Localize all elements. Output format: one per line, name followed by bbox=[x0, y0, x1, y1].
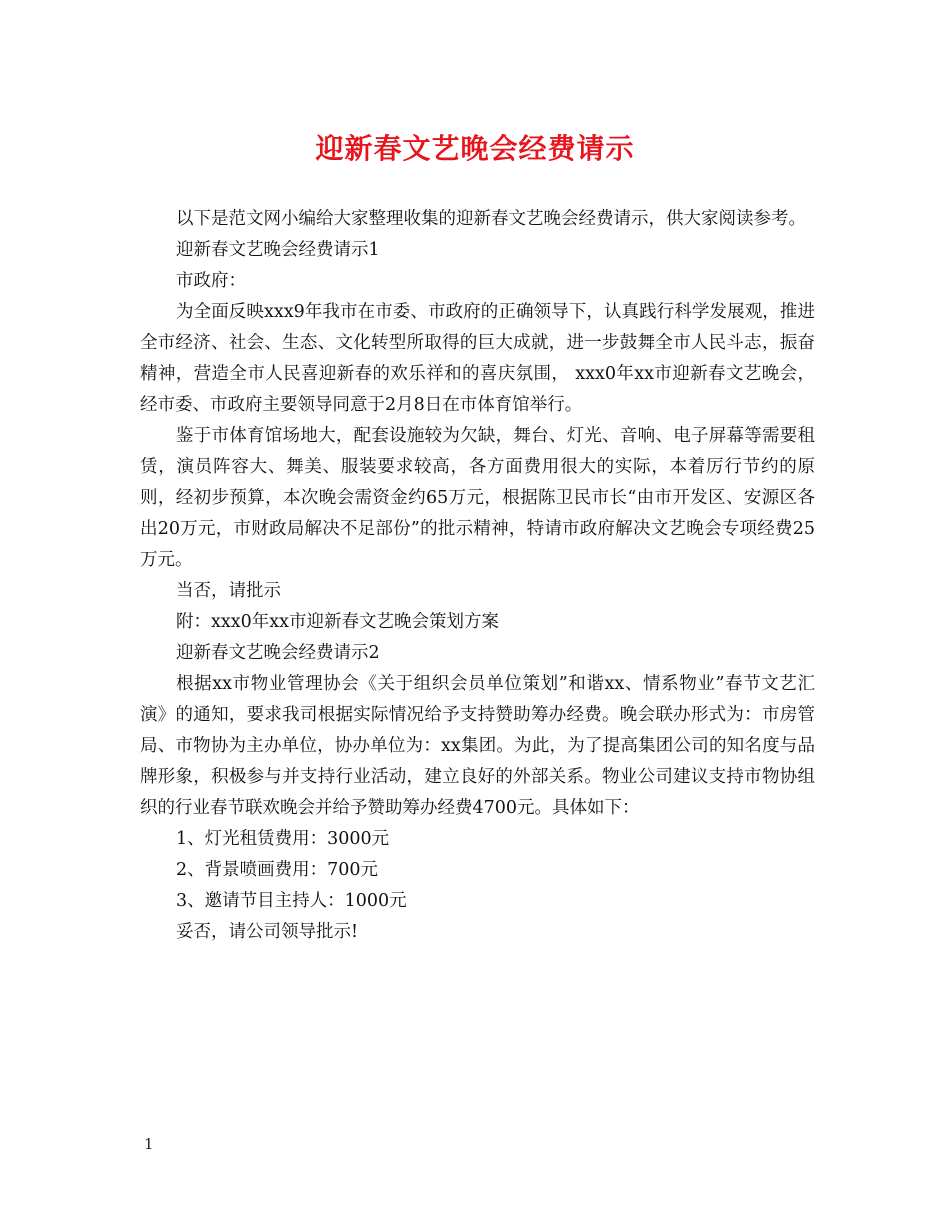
intro-paragraph: 以下是范文网小编给大家整理收集的迎新春文艺晚会经费请示，供大家阅读参考。 bbox=[176, 209, 806, 229]
document-title: 迎新春文艺晚会经费请示 bbox=[315, 132, 635, 165]
section-heading-1: 迎新春文艺晚会经费请示1 bbox=[176, 240, 380, 260]
closing-line: 妥否，请公司领导批示! bbox=[176, 922, 359, 942]
request-line: 当否，请批示 bbox=[176, 581, 281, 601]
page-number: 1 bbox=[144, 1135, 154, 1153]
body-paragraph: 根据xx市物业管理协会《关于组织会员单位策划”和谐xx、情系物业”春节文艺汇演》的通知，要求我司根据实际情况给予支持赞助筹办经费。晚会联办形式为：市房管局、市物协为主办单位，协办单位为：xx集团。为此，为了提高集团公司的知名度与品牌形象，积极参与并支持行业活动，建立良好的外部关系。物业公司建议支持市物协组织的行业春节联欢晚会并给予赞助筹办经费4700元。具体如下： bbox=[140, 674, 815, 818]
expense-item: 2、背景喷画费用：700元 bbox=[176, 860, 379, 880]
document-body bbox=[140, 204, 815, 948]
body-paragraph: 鉴于市体育馆场地大，配套设施较为欠缺，舞台、灯光、音响、电子屏幕等需要租赁，演员阵容大、舞美、服装要求较高，各方面费用很大的实际，本着厉行节约的原则，经初步预算，本次晚会需资金约65万元，根据陈卫民市长“由市开发区、安源区各出20万元，市财政局解决不足部份”的批示精神，特请市政府解决文艺晚会专项经费25万元。 bbox=[140, 426, 815, 570]
section-heading-2: 迎新春文艺晚会经费请示2 bbox=[176, 643, 380, 663]
body-paragraph: 为全面反映xxx9年我市在市委、市政府的正确领导下，认真践行科学发展观，推进全市经济、社会、生态、文化转型所取得的巨大成就，进一步鼓舞全市人民斗志，振奋精神，营造全市人民喜迎新春的欢乐祥和的喜庆氛围， xxx0年xx市迎新春文艺晚会，经市委、市政府主要领导同意于2月8日在市体育馆举行。 bbox=[140, 302, 815, 415]
salutation: 市政府： bbox=[176, 271, 246, 291]
expense-item: 3、邀请节目主持人：1000元 bbox=[176, 891, 407, 911]
attachment-line: 附：xxx0年xx市迎新春文艺晚会策划方案 bbox=[176, 612, 499, 632]
expense-item: 1、灯光租赁费用：3000元 bbox=[176, 829, 390, 849]
